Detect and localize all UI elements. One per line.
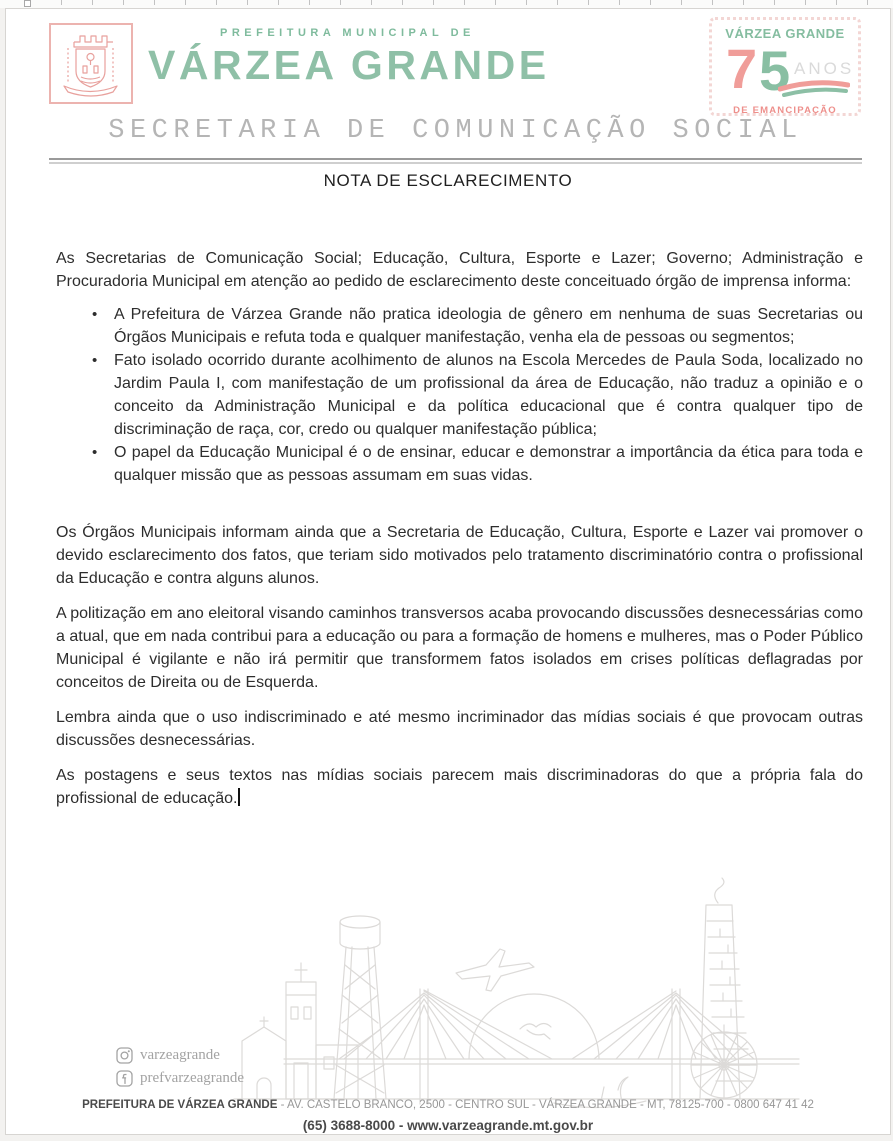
instagram-icon xyxy=(116,1047,133,1064)
stamp-swoosh-icon xyxy=(778,79,850,99)
stamp-number xyxy=(712,37,858,103)
facebook-icon xyxy=(116,1070,133,1087)
body-paragraph: Lembra ainda que o uso indiscriminado e até mesmo incriminador das mídias sociais é que provocam outras discussões desnecessárias. xyxy=(56,709,863,749)
facebook-row xyxy=(116,1070,244,1087)
body-paragraph-text: As postagens e seus textos nas mídias sociais parecem mais discriminadoras do que a própria fala do profissional de educação. xyxy=(56,767,863,807)
stamp-subtitle: DE EMANCIPAÇÃO xyxy=(733,105,837,116)
footer-address xyxy=(6,1099,890,1111)
bullet-item xyxy=(86,303,863,349)
intro-paragraph: As Secretarias de Comunicação Social; Educação, Cultura, Esporte e Lazer; Governo; Administração e Procuradoria Municipal em atenção ao pedido de esclarecimento deste conceituado órgão de imprensa informa: xyxy=(56,250,863,290)
city-crest-logo xyxy=(49,23,133,104)
document-title: NOTA DE ESCLARECIMENTO xyxy=(323,171,573,190)
coat-of-arms-icon xyxy=(54,28,128,98)
header-brand xyxy=(148,27,550,89)
instagram-row xyxy=(116,1047,244,1064)
social-handles xyxy=(116,1047,244,1093)
header-divider xyxy=(49,158,862,164)
text-cursor xyxy=(238,788,240,806)
footer-address-text: - AV. CASTELO BRANCO, 2500 - CENTRO SUL - VÁRZEA GRANDE - MT, 78125-700 - 0800 647 41 42 xyxy=(277,1099,814,1111)
bullet-item xyxy=(86,349,863,441)
anniversary-stamp-logo xyxy=(709,17,861,116)
body-paragraph: Os Órgãos Municipais informam ainda que a Secretaria de Educação, Cultura, Esporte e Lazer vai promover o devido esclarecimento dos fatos, que teriam sido motivados pelo tratamento discriminatório contra o profissional da Educação e contra alguns alunos. xyxy=(56,524,863,587)
editor-ruler[interactable] xyxy=(0,0,893,8)
brand-city-name: VÁRZEA GRANDE xyxy=(148,42,550,88)
department-title: SECRETARIA DE COMUNICAÇÃO SOCIAL xyxy=(108,116,803,146)
stamp-digit-7: 7 xyxy=(726,37,758,100)
bullet-text: Fato isolado ocorrido durante acolhimento de alunos na Escola Mercedes de Paula Soda, localizado no Jardim Paula I, com manifestação de um profissional da área de Educação, não traduz a opinião e o conceito da Administração Municipal e da política educacional que é contra qualquer tipo de discriminação de raça, cor, credo ou qualquer manifestação pública; xyxy=(114,352,863,438)
footer-phone-site: (65) 3688-8000 - www.varzeagrande.mt.gov.br xyxy=(302,1118,594,1133)
instagram-handle: varzeagrande xyxy=(140,1047,220,1063)
city-skyline-illustration xyxy=(224,877,804,1117)
body-paragraph: A politização em ano eleitoral visando caminhos transversos acaba provocando discussões desnecessárias como a atual, que em nada contribui para a educação ou para a formação de homens e mulheres, mas o Poder Público Municipal é vigilante e não irá permitir que transformem fatos isolados em crises políticas deflagradas por conceitos de Direita ou de Esquerda. xyxy=(56,605,863,691)
stamp-city-label: VÁRZEA GRANDE xyxy=(725,26,845,41)
stamp-anos-label: ANOS xyxy=(794,59,855,78)
footer-org-name: PREFEITURA DE VÁRZEA GRANDE xyxy=(82,1099,278,1111)
document-body[interactable] xyxy=(56,247,863,810)
facebook-handle: prefvarzeagrande xyxy=(140,1070,245,1086)
document-page xyxy=(5,8,891,1135)
bullet-text: A Prefeitura de Várzea Grande não pratica ideologia de gênero em nenhuma de suas Secretarias ou Órgãos Municipais e refuta toda e qualquer manifestação, venha ela de pessoas ou segmentos; xyxy=(114,306,863,346)
bullet-item xyxy=(86,441,863,487)
bullet-list xyxy=(86,303,863,487)
ruler-indent-marker[interactable] xyxy=(24,0,31,7)
stamp-digit-5: 5 xyxy=(759,39,791,102)
bullet-text: O papel da Educação Municipal é o de ensinar, educar e demonstrar a importância da ética para toda e qualquer missão que as pessoas assumam em suas vidas. xyxy=(114,444,863,484)
body-paragraph xyxy=(56,764,863,810)
brand-pretitle: PREFEITURA MUNICIPAL DE xyxy=(220,27,475,39)
